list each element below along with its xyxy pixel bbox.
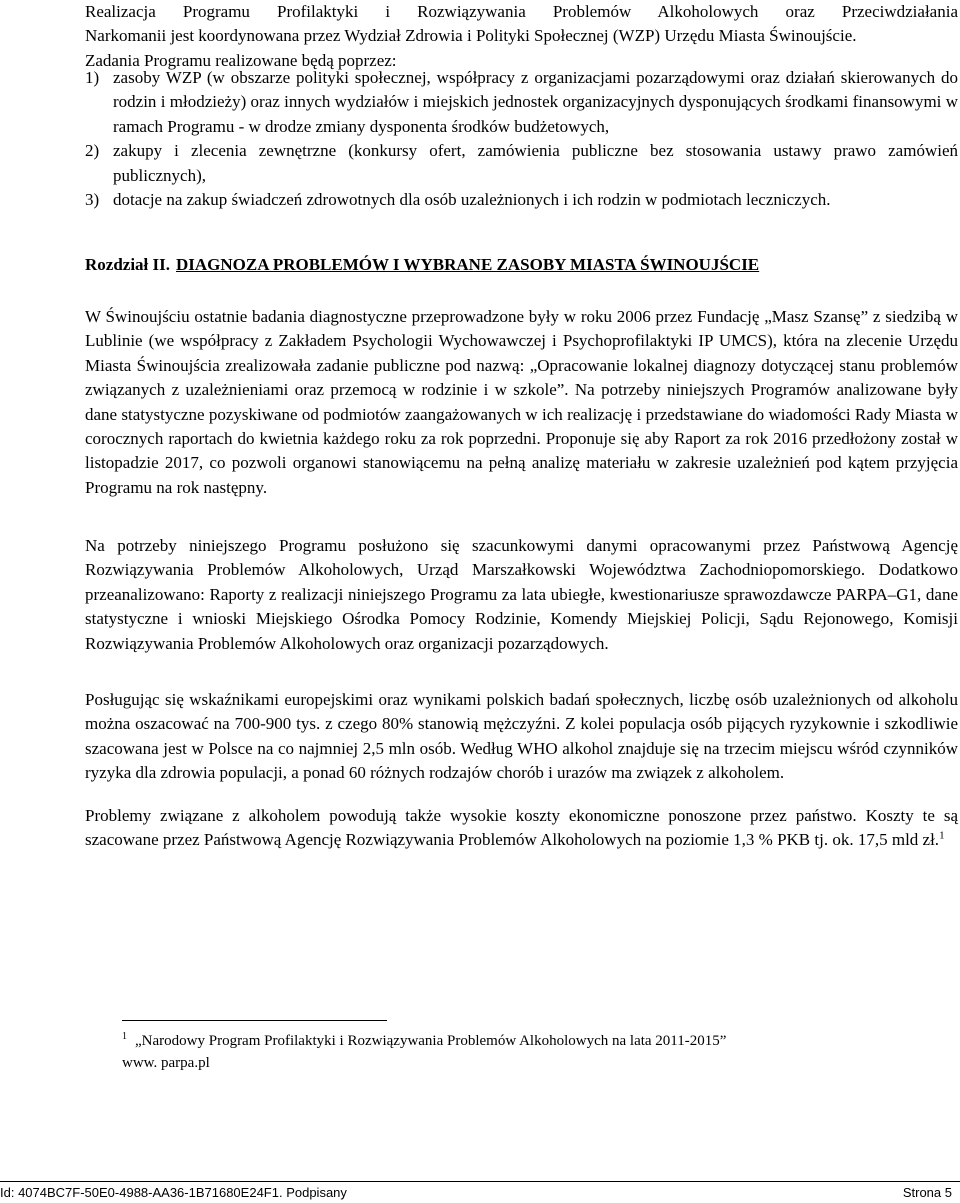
task-list xyxy=(85,66,958,212)
footnote-mark: 1 xyxy=(122,1031,127,1042)
list-item-number: 3) xyxy=(85,190,100,210)
list-item xyxy=(85,139,958,188)
footnote-text: „Narodowy Program Profilaktyki i Rozwiązywania Problemów Alkoholowych na lata 2011-2015” xyxy=(135,1033,727,1049)
paragraph-costs xyxy=(85,804,958,853)
chapter-title: DIAGNOZA PROBLEMÓW I WYBRANE ZASOBY MIASTA ŚWINOUJŚCIE xyxy=(176,255,760,274)
paragraph-diagnosis: W Świnoujściu ostatnie badania diagnostyczne przeprowadzone były w roku 2006 przez Fundację „Masz Szansę” z siedzibą w Lublinie (we współpracy z Zakładem Psychologii Wychowawczej i Psychoprofilaktyki IP UMCS), która na zlecenie Urzędu Miasta Świnoujścia zrealizowała zadanie publiczne pod nazwą: „Opracowanie lokalnej diagnozy dotyczącej stanu problemów związanych z uzależnieniami oraz przemocą w rodzinie i w szkole”. Na potrzeby niniejszych Programów analizowane były dane statystyczne pozyskiwane od podmiotów zaangażowanych w ich realizację i przedstawiane do wiadomości Rady Miasta w corocznych raportach do kwietnia każdego roku za rok poprzedni. Proponuje się aby Raport za rok 2016 przedłożony został w listopadzie 2017, co pozwoli organowi stanowiącemu na pełną analizę materiału w zakresie uzależnień pod kątem przyjęcia Programu na rok następny. xyxy=(85,307,958,497)
paragraph-indicators: Posługując się wskaźnikami europejskimi oraz wynikami polskich badań społecznych, liczbę osób uzależnionych od alkoholu można oszacować na 700-900 tys. z czego 80% stanowią mężczyźni. Z kolei populacja osób pijących ryzykownie i szkodliwie szacowana jest w Polsce na co najmniej 2,5 mln osób. Według WHO alkohol znajduje się na trzecim miejscu wśród czynników ryzyka dla zdrowia populacji, a ponad 60 różnych rodzajów chorób i urazów ma związek z alkoholem. xyxy=(85,690,958,783)
intro-line: Narkomanii jest koordynowana przez Wydział Zdrowia i Polityki Społecznej (WZP) Urzędu Miasta Świnoujście. xyxy=(85,26,857,46)
intro-paragraph xyxy=(85,0,958,73)
page-number: Strona 5 xyxy=(902,1185,952,1200)
list-item-number: 2) xyxy=(85,141,100,161)
chapter-heading xyxy=(85,253,958,277)
document-id: Id: 4074BC7F-50E0-4988-AA36-1B71680E24F1. Podpisany xyxy=(0,1185,347,1200)
list-item xyxy=(85,188,958,212)
paragraph-costs-text: Problemy związane z alkoholem powodują także wysokie koszty ekonomiczne ponoszone przez państwo. Koszty te są szacowane przez Państwową Agencję Rozwiązywania Problemów Alkoholowych na poziomie 1,3 % PKB tj. ok. 17,5 mld zł. xyxy=(85,806,958,850)
footer-separator xyxy=(0,1181,960,1182)
intro-line: Realizacja Programu Profilaktyki i Rozwiązywania Problemów Alkoholowych oraz Przeciwdziałania xyxy=(85,2,958,21)
footnote xyxy=(122,1030,922,1074)
list-item-text: zakupy i zlecenia zewnętrzne (konkursy ofert, zamówienia publiczne bez stosowania ustawy prawo zamówień publicznych), xyxy=(113,141,958,185)
footnote-reference[interactable]: 1 xyxy=(939,829,945,842)
list-item-text: dotacje na zakup świadczeń zdrowotnych dla osób uzależnionych i ich rodzin w podmiotach leczniczych. xyxy=(113,190,831,210)
list-item-text: zasoby WZP (w obszarze polityki społecznej, współpracy z organizacjami pozarządowymi oraz działań skierowanych do rodzin i młodzieży) oraz innych wydziałów i miejskich jednostek organizacyjnych dysponujących środkami finansowymi w ramach Programu - w drodze zmiany dysponenta środków budżetowych, xyxy=(113,68,958,136)
chapter-label: Rozdział II. xyxy=(85,255,170,274)
footnote-url[interactable]: www. parpa.pl xyxy=(122,1055,210,1071)
paragraph-data-sources: Na potrzeby niniejszego Programu posłużono się szacunkowymi danymi opracowanymi przez Państwową Agencję Rozwiązywania Problemów Alkoholowych, Urząd Marszałkowski Województwa Zachodniopomorskiego. Dodatkowo przeanalizowano: Raporty z realizacji niniejszego Programu za lata ubiegłe, kwestionariusze sprawozdawcze PARPA–G1, dane statystyczne i wnioski Miejskiego Ośrodka Pomocy Rodzinie, Komendy Miejskiej Policji, Sądu Rejonowego, Komisji Rozwiązywania Problemów Alkoholowych oraz organizacji pozarządowych. xyxy=(85,536,958,653)
footnote-separator xyxy=(122,1020,387,1021)
intro-line: Zadania Programu realizowane będą poprzez: xyxy=(85,50,397,70)
list-item-number: 1) xyxy=(85,68,100,87)
list-item xyxy=(85,66,958,139)
